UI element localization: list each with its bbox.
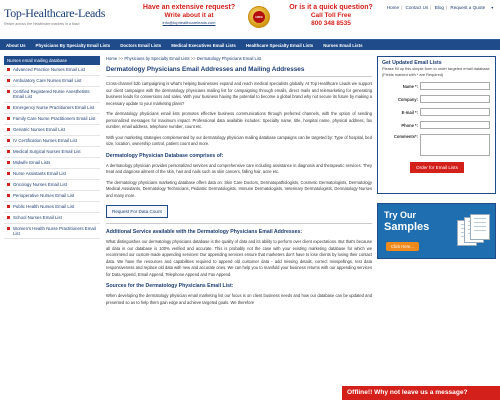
sidebar-item[interactable] [4, 103, 100, 114]
comments-label: Comments*: [393, 134, 418, 140]
sidebar-item[interactable] [4, 65, 100, 76]
promo-left-title: Have an extensive request? [142, 4, 236, 11]
bullet-icon [7, 216, 10, 219]
document-stack-icon [457, 214, 491, 254]
top-links [385, 5, 496, 10]
sidebar-item-label[interactable]: Emergency Nurse Practitioners Email List [13, 104, 95, 110]
form-row [382, 108, 491, 116]
sidebar-item-label[interactable]: Geriatric Nurses Email List [13, 126, 65, 132]
breadcrumb-separator-icon: >> [118, 56, 124, 61]
phone-field[interactable] [420, 121, 490, 129]
sidebar-heading: Nurses email mailing database [4, 56, 100, 65]
form-required-note: (Fields marked with * are Required) [382, 71, 444, 77]
sidebar-item-label[interactable]: Public Health Nurses Email List [13, 203, 75, 209]
divider: | [430, 5, 432, 10]
promo-right-line2: Call Toll Free [310, 12, 352, 19]
logo-tagline: Reach across the Healthcare markets in a flash [4, 22, 80, 26]
promo-phone-number[interactable]: 800 348 8535 [311, 20, 351, 27]
phone-label: Phone *: [401, 122, 418, 128]
chevron-down-icon[interactable]: ▼ [490, 6, 494, 10]
name-label: Name *: [402, 83, 418, 89]
sidebar-item[interactable] [4, 136, 100, 147]
nav-nurses[interactable]: Nurses Email Lists [323, 42, 363, 48]
body-paragraph: When developing the dermatology physician email marketing list our focus is on client business needs and how our database can be updated and presented so as to help them gain edge and achieve targeted goals. We therefore [106, 293, 372, 305]
sidebar-item[interactable] [4, 114, 100, 125]
bullet-icon [7, 68, 10, 71]
bullet-icon [7, 227, 10, 230]
sidebar-item[interactable] [4, 180, 100, 191]
sidebar-item-label[interactable]: Midwife Email Lists [13, 159, 51, 165]
comments-field[interactable] [420, 134, 490, 156]
divider [106, 223, 372, 224]
breadcrumb-home[interactable]: Home [106, 56, 118, 61]
request-data-count-button[interactable]: Request For Data Count [106, 205, 168, 218]
bullet-icon [7, 172, 10, 175]
main-content [106, 56, 372, 306]
sidebar-item-label[interactable]: IV Certification Nurses Email List [13, 137, 77, 143]
top-link-home[interactable]: Home [386, 5, 400, 10]
samples-banner[interactable] [377, 203, 496, 259]
sidebar-item-label[interactable]: School Nurses Email List [13, 214, 62, 220]
company-field[interactable] [420, 95, 490, 103]
breadcrumb-physicians[interactable]: Physicians by Specialty Email Lists [124, 56, 190, 61]
bullet-icon [7, 161, 10, 164]
sidebar-item[interactable] [4, 87, 100, 103]
main-nav [0, 39, 500, 50]
email-field[interactable] [420, 108, 490, 116]
document-icon [470, 214, 490, 240]
sidebar-item[interactable] [4, 76, 100, 87]
page-title: Dermatology Physicians Email Addresses and Mailing Addresses [106, 66, 372, 77]
section-heading: Additional Service available with the Dermatology Physicians Email Addresses: [106, 229, 303, 235]
sidebar-item[interactable] [4, 224, 100, 240]
nav-healthcare-specialty[interactable]: Healthcare Specialty Email Lists [245, 42, 314, 48]
offline-chat-bar[interactable]: Offline!! Why not leave us a message? [342, 386, 500, 400]
bullet-icon [7, 117, 10, 120]
bullet-icon [7, 106, 10, 109]
guarantee-badge-icon [248, 6, 270, 28]
divider: | [445, 5, 448, 10]
sidebar-item-label[interactable]: Oncology Nurses Email List [13, 181, 67, 187]
logo-text[interactable]: Top-Healthcare-Leads [4, 6, 106, 20]
sidebar-item[interactable] [4, 147, 100, 158]
samples-line2: Samples [384, 221, 430, 233]
form-description: Please fill up this simple form to order targeted email database [382, 66, 490, 71]
sidebar-item[interactable] [4, 191, 100, 202]
breadcrumb-separator-icon: >> [190, 56, 196, 61]
sidebar-item-label[interactable]: Perioperative Nurses Email List [13, 192, 75, 198]
section-heading: Sources for the Dermatology Physicians Email List: [106, 283, 234, 289]
company-label: Company: [397, 96, 418, 102]
promo-email-block [138, 4, 240, 25]
nav-medical-executives[interactable]: Medical Executives Email Lists [171, 42, 236, 48]
sidebar-item-label[interactable]: Family Care Nurse Practitioners Email List [13, 115, 96, 121]
promo-right-title: Or is it a quick question? [289, 4, 373, 11]
form-title: Get Updated Email Lists [382, 60, 442, 66]
sidebar-item-label[interactable]: Advanced Practice Nurses Email List [13, 67, 85, 72]
body-paragraph: What distinguishes our dermatology physicians database is the quality of data and its ability to perform over client expectations. But that's because all data in our database is 100% verified and accurate. This is probably not the case with your existing marketing database for which we recommend our custom-made appending services! Our appending services ensure that marketers don't have to lose clients by losing their contact data. We have the resources and capabilities required to append old customer data - add missing details, correct misspellings, test data responsiveness and replace old data with new and accurate ones. We can help you to manifold your business returns with our appending services for Data Append, Email Append, Telephone Append and Fax Append. [106, 239, 372, 277]
body-paragraph: The dermatology physicians marketing database offers data on: Skin Care Doctors, Dermatopathologists, Cosmetic Dermatologists, Dermatology Medical Assistants, Dermatology Technicians, Pediatric Dermatologists, Immune Dermatologists, Veterinary Dermatologists, Dermatology Nurses and many more. [106, 179, 372, 198]
quote-form [377, 56, 496, 194]
bullet-icon [7, 90, 10, 93]
bullet-icon [7, 205, 10, 208]
form-row [382, 95, 491, 103]
top-link-contact[interactable]: Contact Us [405, 5, 429, 10]
body-paragraph: The dermatology physicians email lists promotes effective business communications through preferred channels, with the option of sending personalized messages for maximum impact. Professional data available includes: Specialty name, title, hospital name, physical address, fax number, email address, telephone number, count etc. [106, 111, 372, 129]
sidebar-item[interactable] [4, 158, 100, 169]
top-link-blog[interactable]: Blog [434, 5, 444, 10]
sidebar-item[interactable] [4, 202, 100, 213]
bullet-icon [7, 79, 10, 82]
site-header [0, 0, 500, 38]
sidebar-item-label[interactable]: Certified Registered Nurse Anesthetists Email List [13, 89, 90, 100]
nav-physicians-specialty[interactable]: Physicians By Specialty Email Lists [35, 42, 111, 48]
breadcrumb [106, 56, 372, 64]
body-paragraph: A dermatology physician provides personalized services and comprehensive care including assistance in diagnosis and therapeutic services. They treat and diagnose ailment of the skin, hair and nails such as skin cancers, falling hair, acne etc. [106, 162, 372, 174]
sidebar-item[interactable] [4, 125, 100, 136]
promo-phone-block [278, 4, 384, 27]
bullet-icon [7, 194, 10, 197]
form-row [382, 121, 491, 129]
bullet-icon [7, 139, 10, 142]
divider: | [401, 5, 403, 10]
sidebar-item-label[interactable]: Ambulatory Care Nurses Email List [13, 78, 82, 83]
form-row [382, 82, 491, 90]
bullet-icon [7, 183, 10, 186]
sidebar-item[interactable] [4, 169, 100, 180]
promo-email-link[interactable]: info@tophealthcareleads.com [162, 20, 216, 25]
sidebar-item-label[interactable]: Nurse Assistants Email List [13, 170, 66, 176]
top-link-quote[interactable]: Request a Quote [450, 5, 486, 10]
sidebar-item[interactable] [4, 213, 100, 224]
email-label: E-mail *: [401, 109, 418, 115]
badge-text: 100% [253, 11, 265, 23]
sidebar [4, 56, 100, 239]
samples-line1: Try Our [384, 210, 417, 220]
section-heading: Dermatology Physician Database comprises of: [106, 152, 224, 159]
sidebar-item-label[interactable]: Medical Surgical Nurses Email List [13, 148, 81, 154]
form-row [382, 134, 491, 156]
name-field[interactable] [420, 82, 490, 90]
breadcrumb-current: Dermatology Physicians Email List [196, 56, 262, 61]
samples-click-button[interactable]: Click Here... [386, 242, 419, 251]
bullet-icon [7, 150, 10, 153]
site-logo[interactable] [4, 6, 105, 26]
promo-left-line2: Write about it at [164, 12, 214, 19]
order-email-lists-button[interactable]: Order for Email Lists [410, 162, 464, 173]
nav-about-us[interactable]: About Us [6, 42, 26, 48]
body-paragraph: With your marketing strategies complemented by our dermatology physician mailing database campaigns can be targeted by: Type of hospital, bed size, location, ownership control, patient count and more. [106, 134, 372, 146]
nav-doctors[interactable]: Doctors Email Lists [120, 42, 162, 48]
intro-paragraph: Cross-channel b2b campaigning is what's helping businesses expand and reach medical specialists globally. At Top Healthcare Leads we support our client campaigns with the dermatology physicians mailing list for campaigning through emails, direct mails and telemarketing for generating business leads for conversions and sales. With your business having the potential to become a global brand why not secure its future by making a necessary update to your marketing plans? [106, 81, 372, 106]
sidebar-item-label[interactable]: Women's Health Nurse Practitioners Email List [13, 225, 96, 236]
bullet-icon [7, 128, 10, 131]
